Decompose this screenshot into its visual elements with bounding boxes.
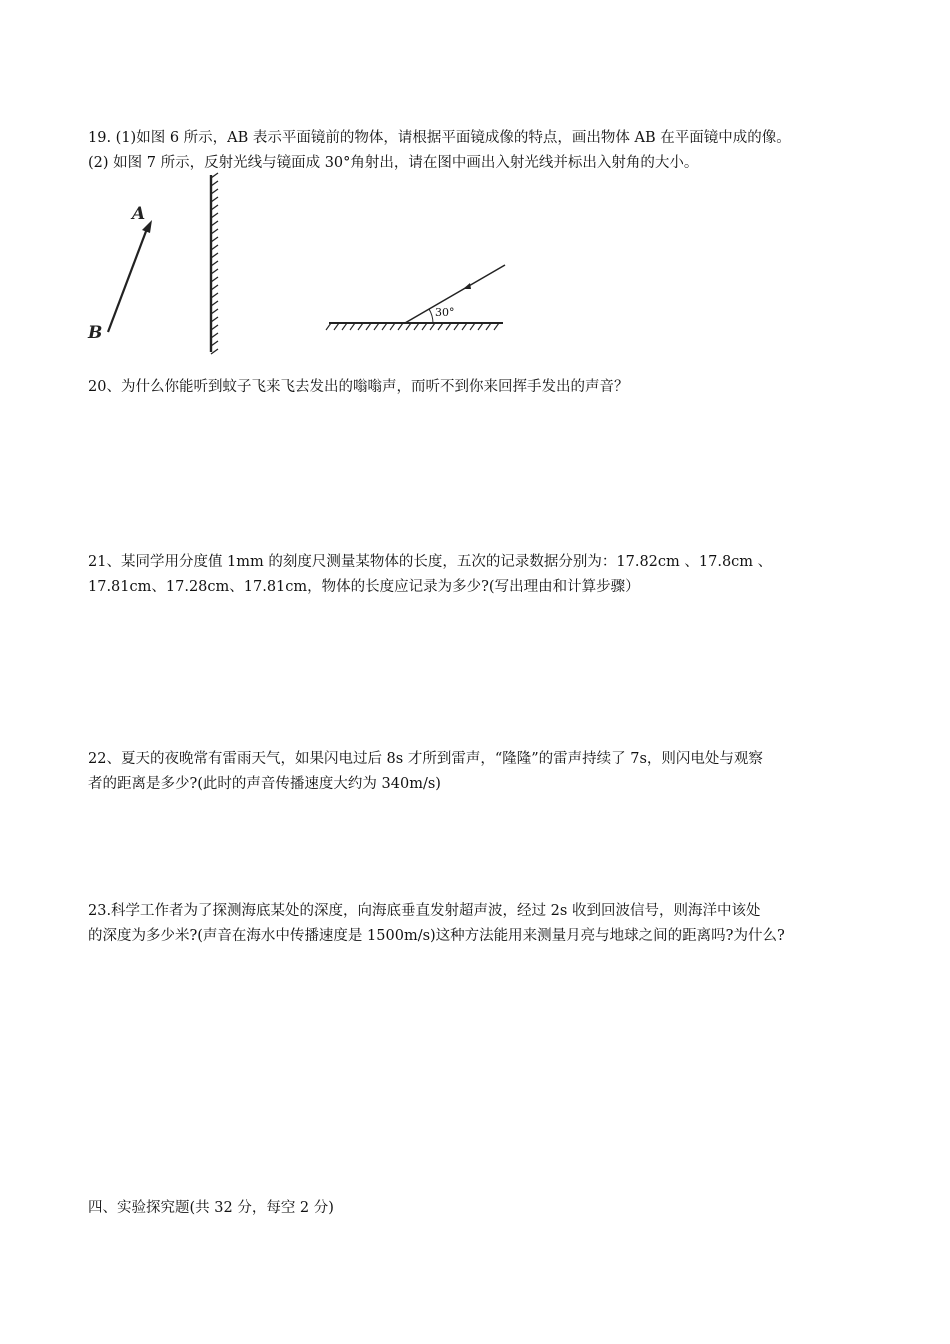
reflected-ray: [405, 265, 505, 323]
section-4-title: 四、实验探究题(共 32 分，每空 2 分): [88, 1200, 334, 1216]
figure-6-plane-mirror: [80, 170, 240, 360]
q23-line-1: 23.科学工作者为了探测海底某处的深度，向海底垂直发射超声波，经过 2s 收到回波信号，则海洋中该处: [88, 903, 761, 919]
angle-arc: [429, 309, 433, 323]
reflected-ray-arrowhead: [463, 283, 471, 289]
q23-line-2: 的深度为多少米?(声音在海水中传播速度是 1500m/s)这种方法能用来测量月亮与地球之间的距离吗?为什么?: [88, 928, 785, 944]
q21-line-2: 17.81cm、17.28cm、17.81cm，物体的长度应记录为多少?(写出理由和计算步骤）: [88, 579, 640, 595]
q20-text: 20、为什么你能听到蚊子飞来飞去发出的嗡嗡声，而听不到你来回挥手发出的声音？: [88, 379, 629, 395]
label-a: A: [132, 204, 146, 224]
angle-label: 30°: [435, 306, 455, 319]
object-ab-line: [108, 226, 148, 332]
label-b: B: [88, 323, 103, 343]
q22-line-2: 者的距离是多少?(此时的声音传播速度大约为 340m/s): [88, 776, 441, 792]
mirror-hatching: [326, 323, 499, 330]
figure-7-reflection: [325, 258, 510, 338]
q22-line-1: 22、夏天的夜晚常有雷雨天气，如果闪电过后 8s 才所到雷声，“隆隆”的雷声持续了 7s，则闪电处与观察: [88, 751, 763, 767]
q19-line-1: 19. (1)如图 6 所示，AB 表示平面镜前的物体，请根据平面镜成像的特点，画出物体 AB 在平面镜中成的像。: [88, 130, 791, 146]
q21-line-1: 21、某同学用分度值 1mm 的刻度尺测量某物体的长度，五次的记录数据分别为：17.82cm 、17.8cm 、: [88, 554, 773, 570]
q19-line-2: (2) 如图 7 所示，反射光线与镜面成 30°角射出，请在图中画出入射光线并标出入射角的大小。: [88, 155, 699, 171]
